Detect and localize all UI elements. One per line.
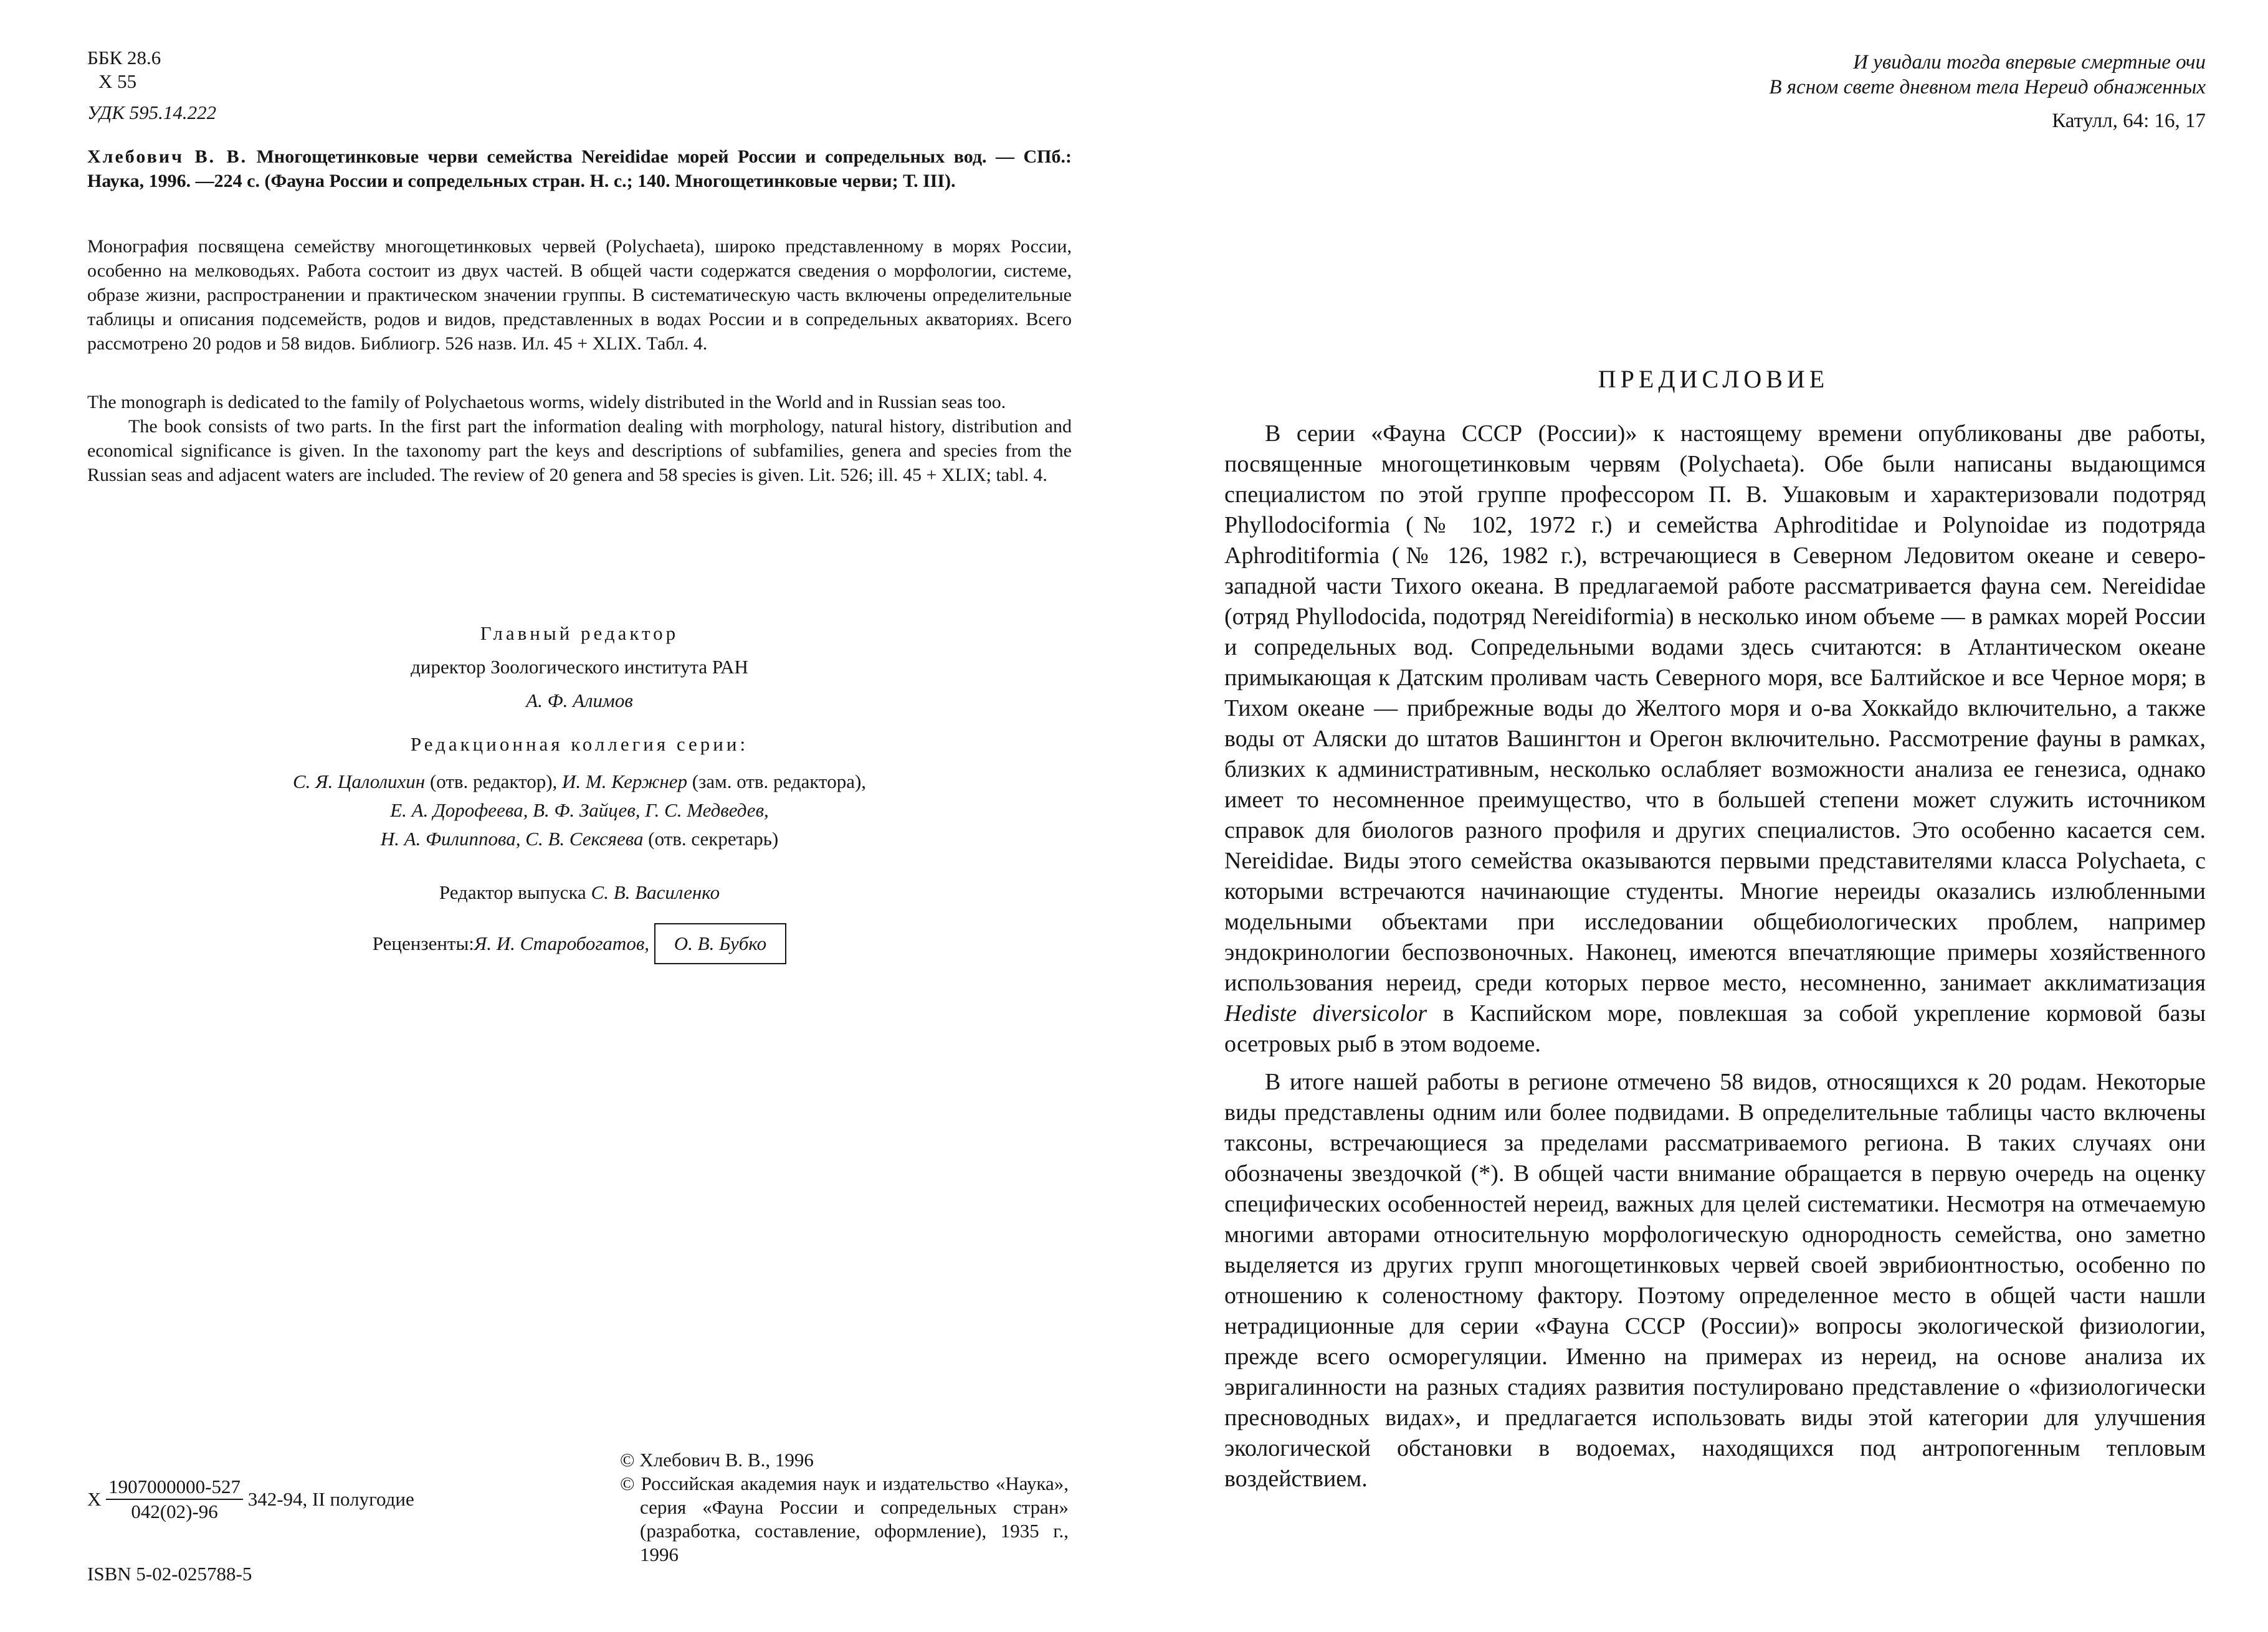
copyright-author: © Хлебович В. В., 1996 — [620, 1449, 814, 1471]
code-denominator: 042(02)-96 — [131, 1501, 218, 1522]
preface-paragraph-1: В серии «Фауна СССР (России)» к настоящему времени опубликованы две работы, посвященные многощетинковым червям (Polychaeta). Обе были написаны выдающимся специалистом по этой группе профессором П. В. Ушаковым и характеризовали подотряд Phyllodociformia (№ 102, 1972 г.) и семейства Aphroditidae и Polynoidae из подотряда Aphroditiformia (№ 126, 1982 г.), встречающиеся в Северном Ледовитом океане и северо-западной части Тихого океана. В предлагаемой работе рассматривается фауна сем. Nereididae (отряд Phyllodocida, подотряд Nereidiformia) в несколько ином объеме — в рамках морей России и сопредельных вод. Сопредельными водами здесь считаются: в Атлантическом океане примыкающая к Датским проливам часть Северного моря, все Балтийское и все Черное моря; в Тихом океане — прибрежные воды до Желтого моря и о-ва Хоккайдо включительно, а также воды от Аляски до штатов Вашингтон и Орегон включительно. Рассмотрение фауны в рамках, близких к административным, несколько ослабляет возможности анализа ее генезиса, однако имеет то несомненное преимущество, что в большей степени может служить источником справок для биологов разного профиля и других специалистов. Это особенно касается сем. Nereididae. Виды этого семейства оказываются первыми представителями класса Polychaeta, с которыми встречаются начинающие студенты. Многие нереиды оказались излюбленными модельными объектами при исследовании общебиологических проблем, например эндокринологии беспозвоночных. Наконец, имеются впечатляющие примеры хозяйственного использования нереид, среди которых первое место, несомненно, занимает акклиматизация Hediste diversicolor в Каспийском море, повлекшая за собой укрепление кормовой базы осетровых рыб в этом водоеме. — [1224, 420, 2206, 1057]
bbk-code: ББК 28.6 — [87, 47, 161, 69]
issue-editor-name: С. В. Василенко — [591, 881, 720, 903]
udk-code: УДК 595.14.222 — [87, 102, 217, 123]
author-mark-code: Х 55 — [98, 70, 137, 92]
reviewer-1: Я. И. Старобогатов, — [474, 932, 650, 954]
code-numerator: 1907000000-527 — [106, 1475, 243, 1500]
right-page — [1134, 0, 2268, 1632]
abstract-english — [87, 390, 1072, 487]
copyright-publisher: © Российская академия наук и издательство «Наука», серия «Фауна России и сопредельных стран» (разработка, составление, оформление), 1935 г., 1996 — [620, 1473, 1069, 1565]
epigraph-source: Катулл, 64: 16, 17 — [2052, 110, 2206, 132]
citation-author: Хлебович В. В. — [87, 146, 248, 167]
chief-editor-name: А. Ф. Алимов — [526, 690, 633, 711]
code-fraction — [106, 1475, 243, 1524]
chief-editor-position: директор Зоологического института РАН — [411, 656, 748, 678]
board-line-1 — [87, 767, 1072, 796]
species-name: Hediste diversicolor — [1224, 1000, 1427, 1027]
issue-editor-label: Редактор выпуска — [439, 881, 586, 903]
bibliographic-citation — [87, 145, 1072, 193]
board-line-2: Е. А. Дорофеева, В. Ф. Зайцев, Г. С. Медведев, — [390, 799, 769, 821]
abstract-english-p2: The book consists of two parts. In the first part the information dealing with morphology, natural history, distribution and economical significance is given. In the taxonomy part the keys and descriptions of subfamilies, genera and species from the Russian seas and adjacent waters are included. The review of 20 genera and 58 species is given. Lit. 526; ill. 45 + XLIX; tabl. 4. — [87, 416, 1072, 485]
preface-text — [1224, 419, 2206, 1494]
board-role-1: (отв. редактор), — [429, 771, 558, 792]
board-heading: Редакционная коллегия серии: — [410, 733, 749, 755]
epigraph-line-1: И увидали тогда впервые смертные очи — [1853, 51, 2206, 74]
preface-heading: ПРЕДИСЛОВИЕ — [1598, 365, 1829, 393]
board-members-line3: Н. А. Филиппова, С. В. Сексяева — [380, 828, 644, 850]
citation-text: Многощетинковые черви семейства Nereididae морей России и сопредельных вод. — СПб.: Наука, 1996. —224 с. (Фауна России и сопредельных стран. Н. с.; 140. Многощетинковые черви; Т. III). — [87, 146, 1072, 191]
abstract-russian: Монография посвящена семейству многощетинковых червей (Polychaeta), широко представленному в морях России, особенно на мелководьях. Работа состоит из двух частей. В общей части содержатся сведения о морфологии, системе, образе жизни, распространении и практическом значении группы. В систематическую часть включены определительные таблицы и описания подсемейств, родов и видов, представленных в водах России и в сопредельных акваториях. Всего рассмотрено 20 родов и 58 видов. Библиогр. 526 назв. Ил. 45 + XLIX. Табл. 4. — [87, 236, 1072, 354]
board-role-3: (отв. секретарь) — [648, 828, 779, 850]
preface-paragraph-2: В итоге нашей работы в регионе отмечено 58 видов, относящихся к 20 родам. Некоторые виды представлены одним или более подвидами. В определительные таблицы часто включены таксоны, встречающиеся за пределами рассматриваемого региона. В таких случаях они обозначены звездочкой (*). В общей части внимание обращается в первую очередь на оценку специфических особенностей нереид, важных для целей систематики. Несмотря на отмечаемую многими авторами относительную морфологическую однородность семейства, оно заметно выделяется из других групп многощетинковых червей своей эврибионтностью, особенно по отношению к соленостному фактору. Поэтому определенное место в общей части нашли нетрадиционные для серии «Фауна СССР (России)» вопросы экологической физиологии, прежде всего осморегуляции. Именно на примерах из нереид, на основе анализа их эвригалинности на разных стадиях развития постулировано представление о «физиологически пресноводных видах», и предлагается использовать виды этой категории для улучшения экологической обстановки в водоемах, находящихся под антропогенным тепловым воздействием. — [1224, 1069, 2206, 1492]
isbn: ISBN 5-02-025788-5 — [87, 1563, 252, 1585]
reviewers — [87, 923, 1072, 964]
board-line-3 — [87, 825, 1072, 853]
editorial-block — [87, 617, 1072, 964]
issue-editor — [87, 876, 1072, 909]
reviewers-label: Рецензенты: — [372, 932, 474, 954]
publication-code — [87, 1475, 414, 1524]
board-member-tsalolikhin: С. Я. Цалолихин — [292, 771, 426, 792]
board-role-2: (зам. отв. редактора), — [692, 771, 867, 792]
copyright-block — [620, 1448, 1069, 1567]
epigraph — [1134, 50, 2206, 133]
abstract-english-p1: The monograph is dedicated to the family of Polychaetous worms, widely distributed in the World and in Russian seas too. — [87, 392, 1006, 412]
epigraph-line-2: В ясном свете дневном тела Нереид обнаженных — [1769, 76, 2206, 98]
reviewer-2-boxed: О. В. Бубко — [654, 923, 786, 964]
chief-editor-heading: Главный редактор — [480, 622, 679, 644]
board-member-kerzhner: И. М. Кержнер — [562, 771, 688, 792]
code-prefix: Х — [87, 1488, 102, 1510]
code-suffix: 342-94, II полугодие — [247, 1488, 414, 1510]
